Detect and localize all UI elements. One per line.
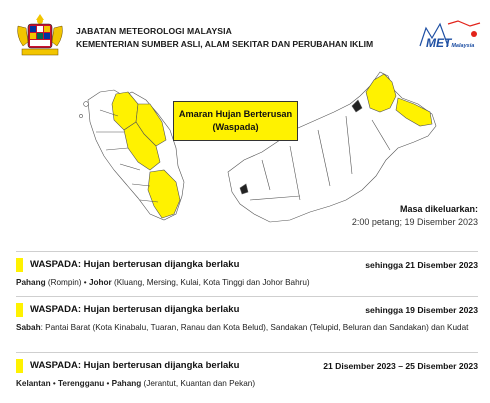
warning-level-label: (Waspada): [212, 122, 259, 132]
peninsular-malaysia-map: [79, 90, 184, 220]
warning-item: [16, 303, 478, 343]
warning-areas: Pahang (Rompin) • Johor (Kluang, Mersing, Kulai, Kota Tinggi dan Johor Bahru): [16, 278, 310, 287]
warning-title: WASPADA: Hujan berterusan dijangka berlaku: [30, 360, 240, 371]
coat-of-arms-icon: [14, 12, 66, 58]
warning-title: WASPADA: Hujan berterusan dijangka berlaku: [30, 259, 240, 270]
warning-date: sehingga 19 Disember 2023: [365, 305, 478, 315]
met-logo-text: METMalaysia: [426, 36, 475, 50]
warning-date: 21 Disember 2023 – 25 Disember 2023: [323, 361, 478, 371]
warning-level-bar: [16, 258, 23, 272]
warning-type-label: Amaran Hujan Berterusan: [178, 109, 293, 119]
warning-title: WASPADA: Hujan berterusan dijangka berlaku: [30, 304, 240, 315]
ministry-name: KEMENTERIAN SUMBER ASLI, ALAM SEKITAR DAN PERUBAHAN IKLIM: [76, 39, 374, 49]
divider: [16, 251, 478, 252]
warning-level-bar: [16, 359, 23, 373]
issued-label: Masa dikeluarkan:: [399, 204, 478, 214]
issued-time: 2:00 petang; 19 Disember 2023: [351, 217, 478, 227]
divider: [16, 296, 478, 297]
agency-name: JABATAN METEOROLOGI MALAYSIA: [76, 26, 232, 36]
warning-areas: Sabah: Pantai Barat (Kota Kinabalu, Tuaran, Ranau dan Kota Belud), Sandakan (Telupid, Beluran dan Sandakan) dan Kudat: [16, 323, 469, 332]
warning-areas: Kelantan • Terengganu • Pahang (Jerantut, Kuantan dan Pekan): [16, 379, 256, 388]
east-malaysia-map: [228, 72, 436, 222]
divider: [16, 352, 478, 353]
warning-item: [16, 359, 478, 391]
warning-item: [16, 258, 478, 290]
map-warning-legend: [173, 101, 298, 141]
warning-date: sehingga 21 Disember 2023: [365, 260, 478, 270]
warning-level-bar: [16, 303, 23, 317]
